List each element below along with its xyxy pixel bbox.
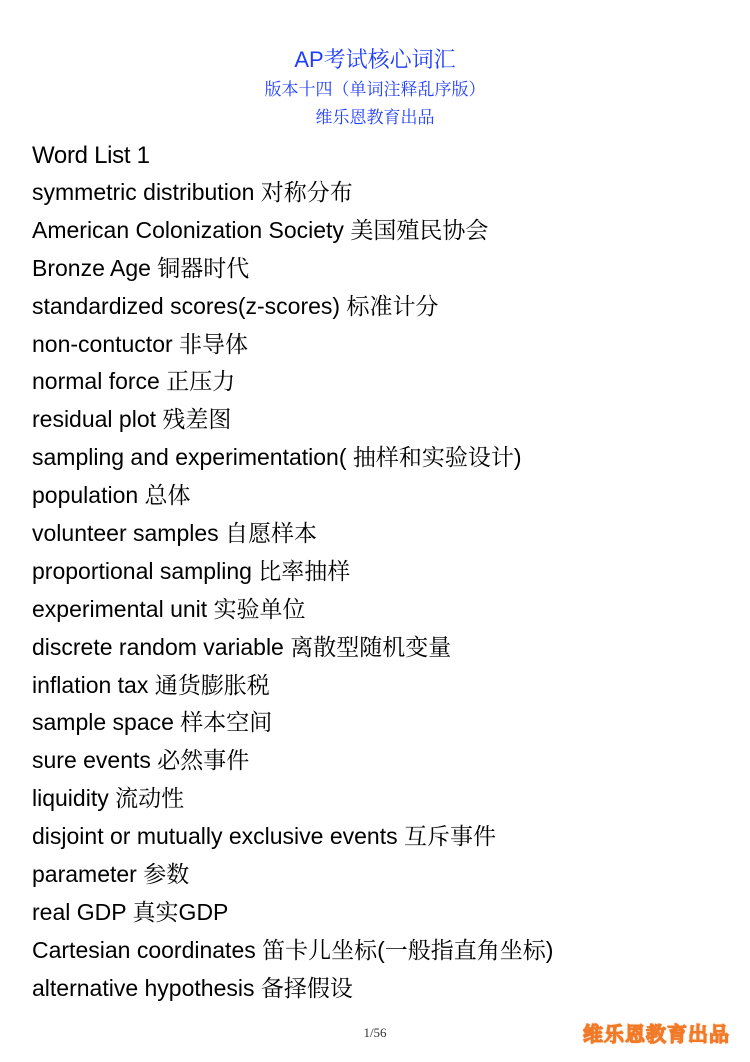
word-entry: American Colonization Society 美国殖民协会	[32, 216, 489, 243]
word-entry: population 总体	[32, 482, 191, 509]
word-entry: discrete random variable 离散型随机变量	[32, 633, 452, 660]
word-entry: liquidity 流动性	[32, 785, 185, 812]
word-list-heading: Word List 1	[32, 142, 150, 169]
document-publisher: 维乐恩教育出品	[315, 108, 435, 127]
word-entry: real GDP 真实GDP	[32, 898, 229, 925]
publisher-watermark: 维乐恩教育出品	[583, 1024, 730, 1046]
word-entry: residual plot 残差图	[32, 406, 232, 433]
word-entry: volunteer samples 自愿样本	[32, 520, 318, 547]
word-entry: inflation tax 通货膨胀税	[32, 671, 270, 698]
document-subtitle: 版本十四（单词注释乱序版）	[264, 80, 486, 99]
word-entry: non-contuctor 非导体	[32, 330, 249, 357]
word-entry: parameter 参数	[32, 861, 190, 888]
word-entry: Cartesian coordinates 笛卡儿坐标(一般指直角坐标)	[32, 936, 554, 963]
word-list	[32, 174, 732, 1008]
word-entry: Bronze Age 铜器时代	[32, 254, 250, 281]
word-entry: sure events 必然事件	[32, 747, 250, 774]
word-entry: standardized scores(z-scores) 标准计分	[32, 292, 439, 319]
word-entry: normal force 正压力	[32, 368, 236, 395]
word-entry: alternative hypothesis 备择假设	[32, 974, 353, 1001]
word-entry: sample space 样本空间	[32, 709, 273, 736]
word-entry: symmetric distribution 对称分布	[32, 179, 353, 205]
document-title: AP考试核心词汇	[294, 47, 456, 72]
word-entry: proportional sampling 比率抽样	[32, 557, 351, 584]
document-header	[0, 44, 750, 132]
word-entry: disjoint or mutually exclusive events 互斥事件	[32, 823, 496, 850]
word-entry: sampling and experimentation( 抽样和实验设计)	[32, 444, 522, 471]
page-number: 1/56	[363, 1025, 387, 1040]
word-entry: experimental unit 实验单位	[32, 595, 306, 622]
